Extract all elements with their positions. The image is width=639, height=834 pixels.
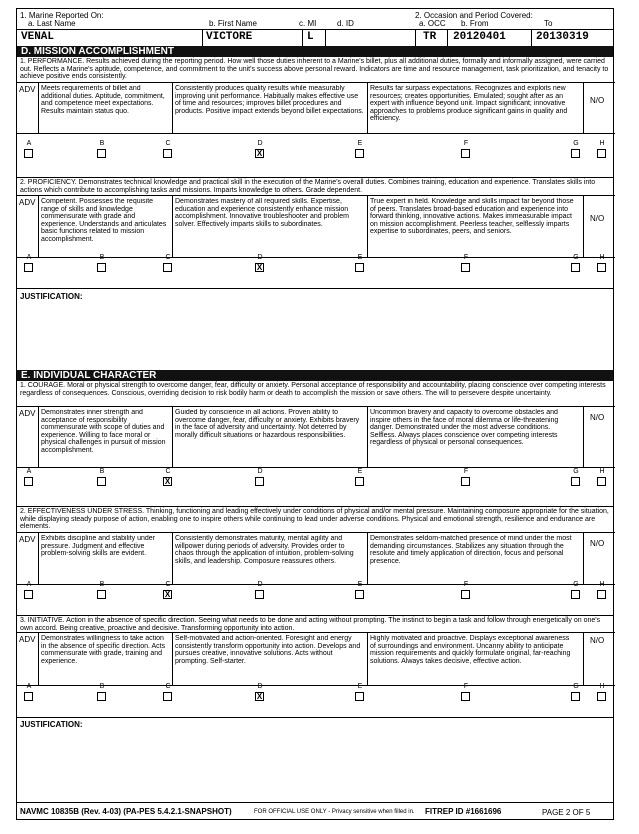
stress-col3: Demonstrates seldom-matched presence of mind under the most demanding circumstances. Stabilizes any situation through the resolute and timely application of direction, focus and personal presence.	[370, 535, 572, 565]
initiative-grade-letter-a: A	[26, 683, 32, 690]
first-name-label: b. First Name	[209, 19, 258, 28]
performance-grade-letter-c: C	[165, 140, 171, 147]
performance-grade-letter-a: A	[26, 140, 32, 147]
fitrep-form	[16, 8, 614, 820]
proficiency-intro: 2. PROFICIENCY. Demonstrates technical knowledge and practical skill in the execution of the Marine's overall duties. Combines training, education and experience. Translates skills into actions which contribute to accomplishing tasks and missions. Imparts knowledge to others. Grade dependent.	[20, 179, 596, 194]
performance-checkbox-d[interactable]: X	[256, 149, 263, 158]
proficiency-grade-letter-f: F	[463, 254, 469, 261]
mi-label: c. MI	[299, 19, 317, 28]
initiative-checkbox-f[interactable]	[461, 692, 470, 701]
initiative-grade-letter-d: D	[257, 683, 263, 690]
courage-checkbox-c[interactable]: X	[164, 477, 171, 486]
courage-adv: ADV	[19, 409, 36, 418]
section-d-title: D. MISSION ACCOMPLISHMENT	[17, 46, 613, 57]
from-value: 20120401	[453, 31, 506, 43]
stress-col2: Consistently demonstrates maturity, mental agility and willpower during periods of adversity. Provides order to chaos through the application of intuition, problem-solving skills, and leadership. Composure reassures others.	[175, 535, 354, 565]
stress-col1: Exhibits discipline and stability under pressure. Judgment and effective problem-solving skills are evident.	[41, 535, 156, 558]
courage-grade-letter-a: A	[26, 468, 32, 475]
initiative-intro: 3. INITIATIVE. Action in the absence of specific direction. Seeing what needs to be done and acting without prompting. The instinct to begin a task and follow through energetically on one's own accord. Being creative, proactive and decisive. Transforming opportunity into action.	[20, 617, 601, 632]
initiative-checkbox-a[interactable]	[24, 692, 33, 701]
courage-col1: Demonstrates inner strength and acceptance of responsibility commensurate with scope of duties and experience. Willing to face moral or physical challenges in pursuit of mission accomplishment.	[41, 409, 166, 454]
stress-checkbox-e[interactable]	[355, 590, 364, 599]
performance-grade-letter-e: E	[357, 140, 363, 147]
initiative-adv: ADV	[19, 635, 36, 644]
stress-checkbox-c[interactable]: X	[164, 590, 171, 599]
stress-grade-letter-a: A	[26, 581, 32, 588]
initiative-na: N/O	[590, 636, 605, 645]
stress-checkbox-g[interactable]	[571, 590, 580, 599]
courage-checkbox-e[interactable]	[355, 477, 364, 486]
stress-intro: 2. EFFECTIVENESS UNDER STRESS. Thinking, functioning and leading effectively under conditions of physical and/or mental pressure. Maintaining composure appropriate for the situation, while displaying steady purpose of action, enabling one to inspire others while continuing to lead under adverse conditions. Physical and emotional strength, resilience and endurance are elements.	[20, 508, 609, 531]
first-name-value: VICTORE	[206, 31, 253, 43]
proficiency-col3: True expert in field. Knowledge and skills impact far beyond those of peers. Translates broad-based education and experience into forward thinking, innovative actions. Makes immeasurable impact on mission accomplishment. Peerless teacher, selflessly imparts expertise to subordinates, peers, and seniors.	[370, 198, 574, 236]
courage-grade-letter-g: G	[573, 468, 579, 475]
courage-grade-letter-c: C	[165, 468, 171, 475]
proficiency-checkbox-h[interactable]	[597, 263, 606, 272]
id-label: d. ID	[337, 19, 354, 28]
initiative-grade-letter-h: H	[599, 683, 605, 690]
initiative-checkbox-c[interactable]	[163, 692, 172, 701]
courage-intro: 1. COURAGE. Moral or physical strength to overcome danger, fear, difficulty or anxiety. Personal acceptance of responsibility and accountability, placing conscience over competing interests regardless of consequences. Conscious, overriding decision to risk bodily harm or death to accomplish the mission or save others. The will to persevere despite uncertainty.	[20, 382, 606, 397]
performance-grade-letter-h: H	[599, 140, 605, 147]
courage-checkbox-f[interactable]	[461, 477, 470, 486]
courage-grade-letter-d: D	[257, 468, 263, 475]
to-value: 20130319	[536, 31, 589, 43]
initiative-grade-letter-f: F	[463, 683, 469, 690]
courage-grade-letter-e: E	[357, 468, 363, 475]
proficiency-col1: Competent. Possesses the requisite range of skills and knowledge commensurate with grade and experience. Understands and articulates basic functions related to mission accomplishment.	[41, 198, 167, 243]
proficiency-col2: Demonstrates mastery of all required skills. Expertise, education and experience consistently enhance mission accomplishment. Innovative troubleshooter and problem solver. Effectively imparts skills to subordinates.	[175, 198, 349, 228]
initiative-col2: Self-motivated and action-oriented. Foresight and energy consistently transform opportunity into action. Develops and pursues creative, innovative solutions. Acts without prompting. Self-starter.	[175, 635, 361, 665]
proficiency-na: N/O	[590, 214, 605, 223]
courage-checkbox-g[interactable]	[571, 477, 580, 486]
stress-adv: ADV	[19, 535, 36, 544]
section-d-justification-label: JUSTIFICATION:	[20, 292, 83, 301]
stress-checkbox-d[interactable]	[255, 590, 264, 599]
performance-intro: 1. PERFORMANCE. Results achieved during the reporting period. How well those duties inherent to a Marine's billet, plus all additional duties, formally and informally assigned, were carried out. Reflects a Marine's aptitude, competence, and commitment to the unit's success above personal reward. Indicators are time and resource management, task prioritization, and tenacity to achieve positive ends consistently.	[20, 58, 609, 81]
courage-checkbox-h[interactable]	[597, 477, 606, 486]
courage-na: N/O	[590, 413, 605, 422]
marine-reported-on-label: 1. Marine Reported On:	[20, 11, 104, 20]
proficiency-grade-letter-c: C	[165, 254, 171, 261]
fouo-notice: FOR OFFICIAL USE ONLY - Privacy sensitive when filled in.	[254, 809, 415, 815]
stress-grade-letter-h: H	[599, 581, 605, 588]
stress-checkbox-a[interactable]	[24, 590, 33, 599]
courage-checkbox-b[interactable]	[97, 477, 106, 486]
occasion-label: 2. Occasion and Period Covered:	[415, 11, 533, 20]
stress-checkbox-f[interactable]	[461, 590, 470, 599]
occ-label: a. OCC	[419, 19, 446, 28]
performance-grade-letter-f: F	[463, 140, 469, 147]
initiative-grade-letter-c: C	[165, 683, 171, 690]
to-label: To	[544, 19, 553, 28]
proficiency-checkbox-e[interactable]	[355, 263, 364, 272]
courage-col3: Uncommon bravery and capacity to overcome obstacles and inspire others in the face of moral dilemma or life-threatening danger. Demonstrated under the most adverse conditions. Selfless. Always places conscience over competing interests regardless of physical or personal consequences.	[370, 409, 559, 447]
proficiency-grade-letter-g: G	[573, 254, 579, 261]
initiative-col1: Demonstrates willingness to take action in the absence of specific direction. Acts commensurate with grade, training and experience.	[41, 635, 166, 665]
proficiency-checkbox-c[interactable]	[163, 263, 172, 272]
courage-grade-letter-f: F	[463, 468, 469, 475]
performance-grade-letter-g: G	[573, 140, 579, 147]
performance-checkbox-f[interactable]	[461, 149, 470, 158]
initiative-checkbox-e[interactable]	[355, 692, 364, 701]
proficiency-grade-letter-a: A	[26, 254, 32, 261]
stress-checkbox-h[interactable]	[597, 590, 606, 599]
performance-checkbox-g[interactable]	[571, 149, 580, 158]
courage-grade-letter-b: B	[99, 468, 105, 475]
stress-checkbox-b[interactable]	[97, 590, 106, 599]
performance-col3: Results far surpass expectations. Recognizes and exploits new resources; creates opportunities. Emulated; sought after as an expert with influence beyond unit. Impact significant; innovative approaches to problems produce significant gains in quality and efficiency.	[370, 85, 568, 123]
initiative-checkbox-b[interactable]	[97, 692, 106, 701]
initiative-grade-letter-g: G	[573, 683, 579, 690]
performance-grade-letter-d: D	[257, 140, 263, 147]
stress-grade-letter-g: G	[573, 581, 579, 588]
performance-checkbox-c[interactable]	[163, 149, 172, 158]
proficiency-grade-letter-h: H	[599, 254, 605, 261]
initiative-col3: Highly motivated and proactive. Displays exceptional awareness of surroundings and environment. Uncanny ability to anticipate mission requirements and quickly formulate original, far-reaching solutions. Always takes decisive, effective action.	[370, 635, 571, 665]
initiative-checkbox-g[interactable]	[571, 692, 580, 701]
stress-grade-letter-c: C	[165, 581, 171, 588]
page-number: PAGE 2 OF 5	[542, 808, 591, 817]
initiative-checkbox-d[interactable]: X	[256, 692, 263, 701]
proficiency-grade-letter-e: E	[357, 254, 363, 261]
last-name-label: a. Last Name	[28, 19, 76, 28]
courage-checkbox-a[interactable]	[24, 477, 33, 486]
from-label: b. From	[461, 19, 489, 28]
proficiency-checkbox-b[interactable]	[97, 263, 106, 272]
mi-value: L	[307, 31, 314, 43]
performance-adv: ADV	[19, 85, 36, 94]
proficiency-checkbox-d[interactable]: X	[256, 263, 263, 272]
proficiency-adv: ADV	[19, 198, 36, 207]
performance-col2: Consistently produces quality results while measurably improving unit performance. Habitually makes effective use of time and resources; improves billet procedures and products. Positive impact extends beyond billet expectations.	[175, 85, 364, 115]
proficiency-checkbox-f[interactable]	[461, 263, 470, 272]
performance-checkbox-h[interactable]	[597, 149, 606, 158]
initiative-grade-letter-b: B	[99, 683, 105, 690]
last-name-value: VENAL	[21, 31, 55, 43]
performance-checkbox-b[interactable]	[97, 149, 106, 158]
initiative-checkbox-h[interactable]	[597, 692, 606, 701]
proficiency-checkbox-a[interactable]	[24, 263, 33, 272]
proficiency-checkbox-g[interactable]	[571, 263, 580, 272]
proficiency-grade-letter-b: B	[99, 254, 105, 261]
courage-grade-letter-h: H	[599, 468, 605, 475]
performance-checkbox-a[interactable]	[24, 149, 33, 158]
courage-checkbox-d[interactable]	[255, 477, 264, 486]
courage-col2: Guided by conscience in all actions. Proven ability to overcome danger, fear, difficulty or anxiety. Exhibits bravery in the face of adversity and uncertainty. Not deterred by morally difficult situations or hazardous responsibilities.	[175, 409, 360, 439]
proficiency-grade-letter-d: D	[257, 254, 263, 261]
stress-na: N/O	[590, 539, 605, 548]
occ-value: TR	[423, 31, 437, 43]
stress-grade-letter-b: B	[99, 581, 105, 588]
fitrep-id: FITREP ID #1661696	[425, 807, 502, 816]
stress-grade-letter-d: D	[257, 581, 263, 588]
stress-grade-letter-f: F	[463, 581, 469, 588]
initiative-grade-letter-e: E	[357, 683, 363, 690]
performance-col1: Meets requirements of billet and additional duties. Aptitude, commitment, and competence meet expectations. Results maintain status quo.	[41, 85, 165, 115]
section-e-justification-label: JUSTIFICATION:	[20, 720, 83, 729]
performance-grade-letter-b: B	[99, 140, 105, 147]
performance-checkbox-e[interactable]	[355, 149, 364, 158]
section-e-title: E. INDIVIDUAL CHARACTER	[17, 370, 613, 381]
stress-grade-letter-e: E	[357, 581, 363, 588]
performance-na: N/O	[590, 96, 605, 105]
form-id: NAVMC 10835B (Rev. 4-03) (PA-PES 5.4.2.1-SNAPSHOT)	[20, 807, 232, 816]
